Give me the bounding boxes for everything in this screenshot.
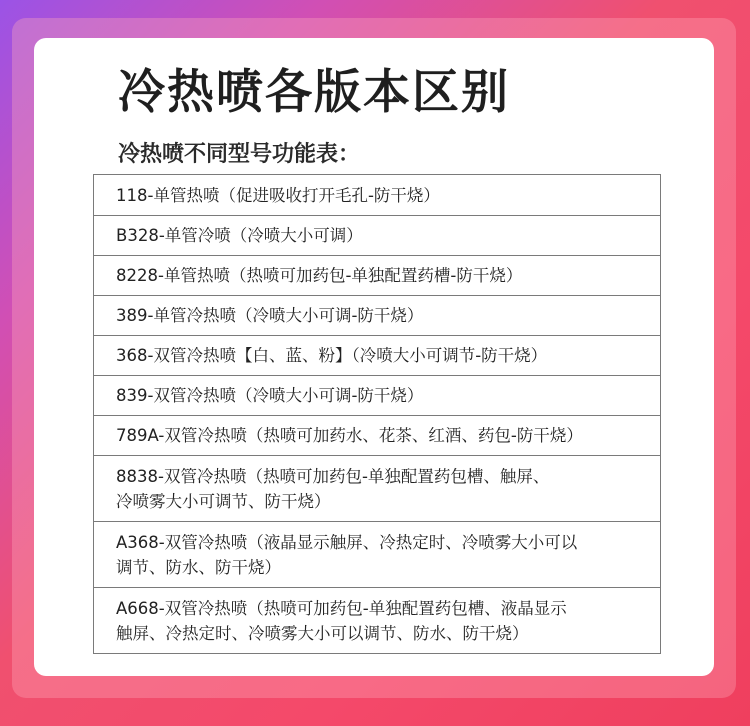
row-text: A368-双管冷热喷（液晶显示触屏、冷热定时、冷喷雾大小可以 调节、防水、防干烧） bbox=[116, 532, 578, 577]
table-row bbox=[94, 175, 660, 215]
table-row bbox=[94, 375, 660, 415]
row-text: A668-双管冷热喷（热喷可加药包-单独配置药包槽、液晶显示 触屏、冷热定时、冷喷雾大小可以调节、防水、防干烧） bbox=[116, 598, 567, 643]
table-row bbox=[94, 215, 660, 255]
row-text: B328-单管冷喷（冷喷大小可调） bbox=[116, 226, 363, 245]
row-text: 8228-单管热喷（热喷可加药包-单独配置药槽-防干烧） bbox=[116, 266, 523, 285]
row-text: 118-单管热喷（促进吸收打开毛孔-防干烧） bbox=[116, 185, 440, 205]
row-text: 389-单管冷热喷（冷喷大小可调-防干烧） bbox=[116, 306, 424, 325]
table-row bbox=[94, 455, 660, 521]
table-row bbox=[94, 587, 660, 653]
row-text: 839-双管冷热喷（冷喷大小可调-防干烧） bbox=[116, 386, 424, 405]
row-text: 789A-双管冷热喷（热喷可加药水、花茶、红酒、药包-防干烧） bbox=[116, 426, 583, 445]
table-row bbox=[94, 521, 660, 587]
table-row bbox=[94, 255, 660, 295]
page-title: 冷热喷各版本区别 bbox=[118, 65, 510, 120]
table-row bbox=[94, 335, 660, 375]
table-row bbox=[94, 295, 660, 335]
row-text: 368-双管冷热喷【白、蓝、粉】（冷喷大小可调节-防干烧） bbox=[116, 346, 548, 365]
row-text: 8838-双管冷热喷（热喷可加药包-单独配置药包槽、触屏、 冷喷雾大小可调节、防干烧） bbox=[116, 466, 550, 511]
table-row bbox=[94, 415, 660, 455]
models-table bbox=[93, 174, 661, 654]
table-caption: 冷热喷不同型号功能表： bbox=[118, 142, 361, 167]
